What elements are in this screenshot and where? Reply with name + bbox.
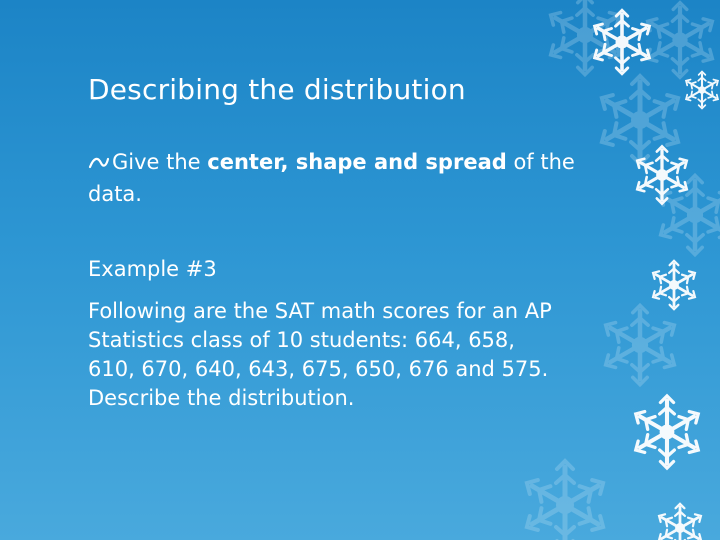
bullet-item xyxy=(88,147,608,209)
snowflake-icon xyxy=(634,146,689,203)
example-body xyxy=(88,297,648,413)
slide-title: Describing the distribution xyxy=(88,73,466,106)
body-line: Following are the SAT math scores for an AP xyxy=(88,299,552,323)
bullet-emphasis: center, shape and spread xyxy=(207,150,507,174)
snowflake-icon xyxy=(684,72,720,109)
snowflake-icon xyxy=(522,461,607,540)
body-line: 610, 670, 640, 643, 675, 650, 676 and 575. xyxy=(88,357,549,381)
bullet-prefix: Give the xyxy=(112,150,208,174)
example-heading: Example #3 xyxy=(88,257,217,281)
snowflake-icon xyxy=(644,3,716,78)
wave-bullet-icon xyxy=(88,149,112,179)
body-line: Statistics class of 10 students: 664, 658, xyxy=(88,328,515,352)
body-line: Describe the distribution. xyxy=(88,386,355,410)
snowflake-icon xyxy=(657,175,720,254)
snowflake-icon xyxy=(651,261,698,309)
snowflake-icon xyxy=(597,76,682,164)
bullet-suffix: of the data. xyxy=(88,150,575,206)
snowflake-icon xyxy=(657,504,704,540)
